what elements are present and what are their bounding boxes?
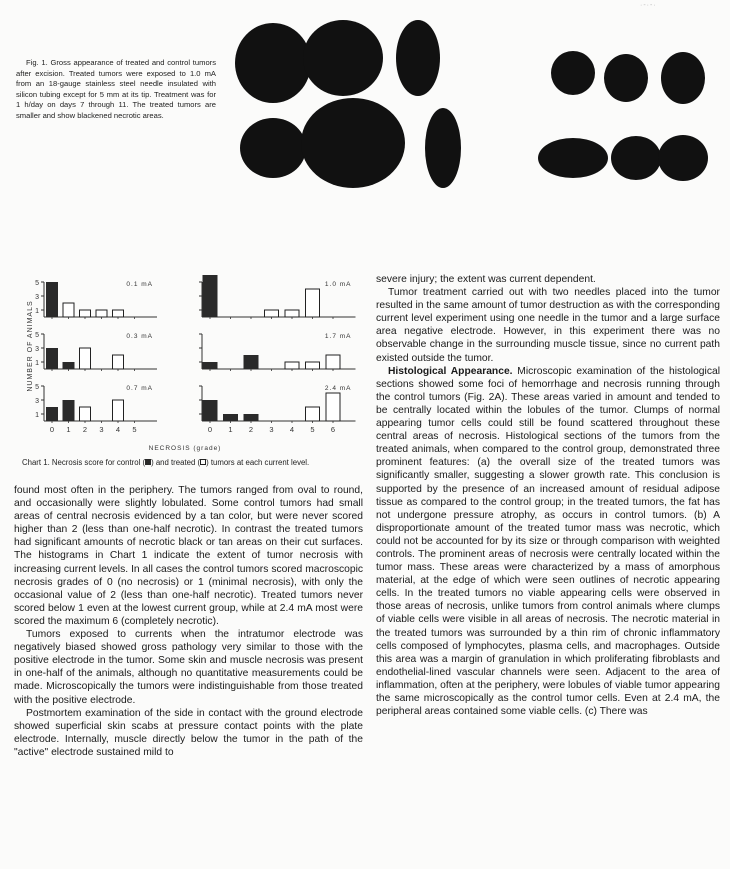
x-tick-label: 0 (207, 425, 213, 434)
treated-bar (265, 310, 279, 317)
treated-bar (113, 355, 124, 369)
tumor-blob (303, 20, 383, 96)
x-tick-label: 0 (49, 425, 55, 434)
control-bar (244, 414, 259, 421)
paragraph-histological (376, 365, 720, 719)
x-tick-label: 4 (289, 425, 295, 434)
paragraph-text: Microscopic examination of the histological sections showed some foci of hemorrhage and necrosis running through the control tumors (Fig. 2A). These areas varied in amount and tended to be centrally located within the lobules of the tumor. Clumps of normal appearing tumor cells could still be found scattered throughout these central areas of necrosis. Histological sections of the tumors from the treated animals, when compared to the control group, demonstrated three prominent features: (a) the overall size of the treated tumors was significantly smaller, suggesting a slower growth rate. This conclusion is supported by the presence of an increased amount of residual adipose tissue as compared to the control group; in the treated tumors, the fat has not undergone pressure atrophy, as occurs in control tumors. (b) A disproportionate amount of the treated tumor mass was necrotic, which could not be accounted for by its size or through comparison with weighted controls. The prominent areas of necrosis were centrally located within the tumor mass. These areas were characterized by a mass of amorphous material, at the edge of which were seen outlines of necrotic appearing cells. In the treated tumors no viable appearing cells were observed in those areas of necrosis, unlike tumors from control animals where clumps of viable cells were visible in all areas of necrosis. The necrotic material in the treated tumors was surrounded by a thin rim of chronic inflammatory cells composed of lymphocytes, plasma cells, and macrophages. Outside this area was a margin of granulation in which proliferating fibroblasts and endothelial-lined vascular channels were seen. Adjacent to the area of inflammation, often at the periphery, were lobules of viable tumor appearing the same microscopically as the control tumor cells. Even at 2.4 mA, the peripheral areas contained some viable cells. (c) There was (376, 365, 720, 718)
treated-bar (80, 407, 91, 421)
y-tick-label: 5 (35, 384, 39, 391)
treated-bar (285, 362, 299, 369)
x-axis-label: NECROSIS (grade) (148, 445, 222, 452)
y-tick-label: 1 (35, 360, 39, 367)
y-tick-label: 1 (35, 308, 39, 315)
control-bar (46, 282, 58, 317)
chart-1-label: Chart 1. (22, 458, 50, 467)
section-heading: Histological Appearance. (388, 365, 513, 377)
treated-tumors-right (538, 51, 708, 181)
treated-bar (285, 310, 299, 317)
y-tick-label: 3 (35, 294, 39, 301)
y-tick-label: 3 (35, 398, 39, 405)
x-tick-label: 2 (82, 425, 88, 434)
paragraph: severe injury; the extent was current dependent. (376, 274, 596, 285)
paragraph: Tumor treatment carried out with two needles placed into the tumor resulted in the same amount of tumor destruction as with the corresponding current level experiment using one needle in the tumor and a large surface area negative electrode. However, in this experiment there was no observable change in the surrounding muscle tissue, since no current path existed outside the tumor. (376, 287, 720, 364)
control-bar (63, 400, 75, 421)
tumor-blob (396, 20, 440, 96)
y-axis-label: NUMBER OF ANIMALS (27, 300, 34, 392)
tumor-blob (538, 138, 608, 178)
tumor-blob (661, 52, 705, 104)
left-text-column (14, 484, 363, 759)
tumor-blob (425, 108, 461, 188)
x-tick-label: 1 (66, 425, 71, 434)
panel-label: 1.0 mA (324, 281, 352, 288)
control-bar (63, 362, 75, 369)
panel-label: 2.4 mA (324, 385, 352, 392)
tumor-blob (611, 136, 661, 180)
control-bar (203, 362, 218, 369)
paragraph: Postmortem examination of the side in contact with the ground electrode showed superficial skin scabs at pressure contact points with the plate electrode. Internally, muscle directly below the tumor in the path of the "active" electrode sustained mild to (14, 707, 363, 758)
x-tick-label: 3 (269, 425, 274, 434)
panel-label: 0.1 mA (126, 281, 153, 288)
chart-caption-part: ) tumors at each current level. (206, 458, 310, 467)
x-tick-label: 6 (330, 425, 336, 434)
page-stamp: ·-·-· (640, 2, 657, 9)
y-tick-label: 3 (35, 346, 39, 353)
chart-caption-part: ) and treated ( (151, 458, 201, 467)
tumor-blob (235, 23, 311, 103)
control-bar (203, 275, 218, 317)
tumor-blob (240, 118, 306, 178)
y-tick-label: 5 (35, 332, 39, 339)
treated-bar (96, 310, 107, 317)
chart-1-caption (14, 458, 364, 469)
panel-label: 0.3 mA (126, 333, 153, 340)
panel-label: 1.7 mA (324, 333, 352, 340)
treated-bar (80, 310, 91, 317)
tumor-blob (604, 54, 648, 102)
treated-bar (306, 407, 320, 421)
x-tick-label: 2 (248, 425, 254, 434)
y-tick-label: 5 (35, 280, 39, 287)
treated-bar (306, 289, 320, 317)
treated-bar (326, 393, 340, 421)
treated-bar (113, 400, 124, 421)
x-tick-label: 3 (99, 425, 104, 434)
x-tick-label: 5 (132, 425, 137, 434)
y-tick-label: 1 (35, 412, 39, 419)
chart-1-necrosis-histograms (20, 268, 360, 458)
control-bar (46, 348, 58, 369)
tumor-blob (658, 135, 708, 181)
x-tick-label: 4 (115, 425, 121, 434)
figure-1-tumor-photograph (228, 18, 728, 243)
treated-bar (306, 362, 320, 369)
x-tick-label: 1 (228, 425, 233, 434)
chart-caption-part: Necrosis score for control ( (51, 458, 146, 467)
control-bar (203, 400, 218, 421)
figure-1-caption (16, 58, 216, 122)
paragraph: found most often in the periphery. The tumors ranged from oval to round, and occasionally were slightly lobulated. Some control tumors had small areas of central necrosis evidenced by a tan color, but were never scored higher than 2 (less than one-half necrotic). In contrast the treated tumors had significant amounts of necrotic black or tan areas on their cut surfaces. The histograms in Chart 1 indicate the extent of tumor necrosis with increasing current levels. In all cases the control tumors scored macroscopic necrosis grades of 0 (no necrosis) or 1 (minimal necrosis), with only the occasional value of 2 (less than one-half necrotic). Treated tumors never scored below 1 even at the lowest current group, while at 2.4 mA most were scored the maximum 6 (completely necrotic). (14, 485, 363, 627)
right-text-column (376, 273, 720, 718)
panel-label: 0.7 mA (126, 385, 153, 392)
treated-bar (326, 355, 340, 369)
x-tick-label: 5 (310, 425, 315, 434)
tumor-blob (301, 98, 405, 188)
control-bar (223, 414, 238, 421)
treated-bar (113, 310, 124, 317)
treated-control-tumors-left (235, 20, 461, 188)
paragraph: Tumors exposed to currents when the intratumor electrode was negatively biased showed gross pathology very similar to those with the positive electrode in the tumor. Some skin and muscle necrosis was present in one-half of the animals, although no quantitative measurements could be made. Microscopically the tumors were indistinguishable from those treated with the positive electrode. (14, 629, 363, 706)
control-bar (46, 407, 58, 421)
figure-1-caption-text: Gross appearance of treated and control tumors after excision. Treated tumors were exposed to 1.0 mA from an 18-gauge stainless steel needle insulated with silicon tubing except for 5 mm at its tip. Treatment was for 1 h/day on days 7 through 11. The treated tumors are smaller and show blackened necrotic areas. (16, 58, 216, 120)
treated-bar (63, 303, 74, 317)
tumor-blob (551, 51, 595, 95)
figure-1-label: Fig. 1. (26, 58, 48, 67)
treated-bar (80, 348, 91, 369)
control-bar (244, 355, 259, 369)
